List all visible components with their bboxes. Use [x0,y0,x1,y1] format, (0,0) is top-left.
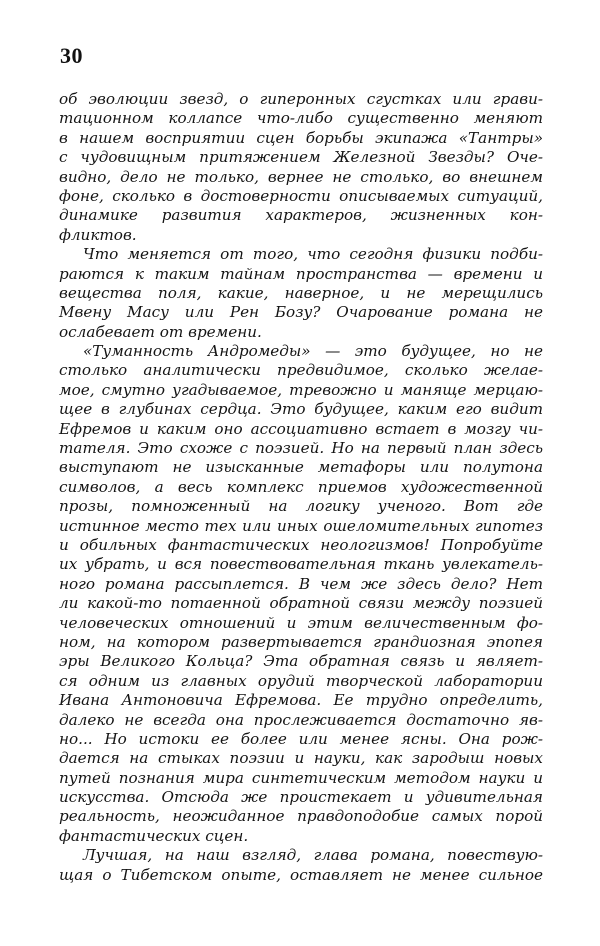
text-line: ного романа рассыплется. В чем же здесь дело? Нет [59,574,543,593]
text-line: Ефремов и каким оно ассоциативно встает в мозгу чи- [59,419,543,438]
text-line: их убрать, и вся повествовательная ткань увлекатель- [59,555,543,574]
text-line: путей познания мира синтетическим методом науки и [59,768,543,787]
text-line: человеческих отношений и этим величественным фо- [59,613,543,632]
text-line: об эволюции звезд, о гиперонных сгустках или грави- [59,90,543,108]
page-number: 30 [60,43,83,68]
text-line: и обильных фантастических неологизмов! Попробуйте [59,535,543,554]
text-line: реальность, неожиданное правдоподобие самых порой [59,807,543,826]
text-line: искусства. Отсюда же проистекает и удивительная [59,788,543,807]
text-line: мое, смутно угадываемое, тревожно и маняще мерцаю- [59,380,543,399]
text-line: динамике развития характеров, жизненных кон- [59,206,543,225]
text-line: фантастических сцен. [59,826,249,845]
text-line: вещества поля, какие, наверное, и не мерещились [59,283,543,302]
text-line: ном, на котором развертывается грандиозная эпопея [59,632,543,651]
text-line: видно, дело не только, вернее не столько, во внешнем [59,167,543,186]
text-line: Лучшая, на наш взгляд, глава романа, повествую- [83,846,543,865]
text-line: эры Великого Кольца? Эта обратная связь и являет- [59,652,543,671]
text-line: тационном коллапсе что-либо существенно меняют [59,109,543,128]
text-line: раются к таким тайнам пространства — времени и [59,264,543,283]
text-line: Ивана Антоновича Ефремова. Ее трудно определить, [59,691,543,710]
text-line: ослабевает от времени. [59,322,262,341]
body-text [59,90,543,885]
text-line: дается на стыках поэзии и науки, как зародыш новых [59,749,543,768]
text-line: выступают не изысканные метафоры или полутона [59,458,543,477]
text-line: символов, а весь комплекс приемов художественной [59,477,543,496]
text-line: щая о Тибетском опыте, оставляет не менее сильное [59,865,543,884]
text-line: прозы, помноженный на логику ученого. Вот где [59,497,543,516]
text-line: ли какой-то потаенной обратной связи между поэзией [59,594,543,613]
text-line: истинное место тех или иных ошеломительных гипотез [59,516,543,535]
text-line: ся одним из главных орудий творческой лаборатории [59,671,543,690]
text-line: «Туманность Андромеды» — это будущее, но не [83,342,543,361]
text-line: с чудовищным притяжением Железной Звезды? Оче- [59,148,543,167]
text-line: далеко не всегда она прослеживается достаточно яв- [59,710,543,729]
text-line: тателя. Это схоже с поэзией. Но на первый план здесь [59,439,543,458]
text-line: в нашем восприятии сцен борьбы экипажа «Тантры» [59,128,543,147]
text-line: столько аналитически предвидимое, сколько желае- [59,361,543,380]
text-line: но... Но истоки ее более или менее ясны. Она рож- [59,729,543,748]
text-line: щее в глубинах сердца. Это будущее, каким его видит [59,400,543,419]
text-line: фликтов. [59,225,137,244]
text-line: Что меняется от того, что сегодня физики подби- [83,245,543,264]
text-line: фоне, сколько в достоверности описываемых ситуаций, [59,186,543,205]
text-line: Мвену Масу или Рен Бозу? Очарование романа не [59,303,543,322]
